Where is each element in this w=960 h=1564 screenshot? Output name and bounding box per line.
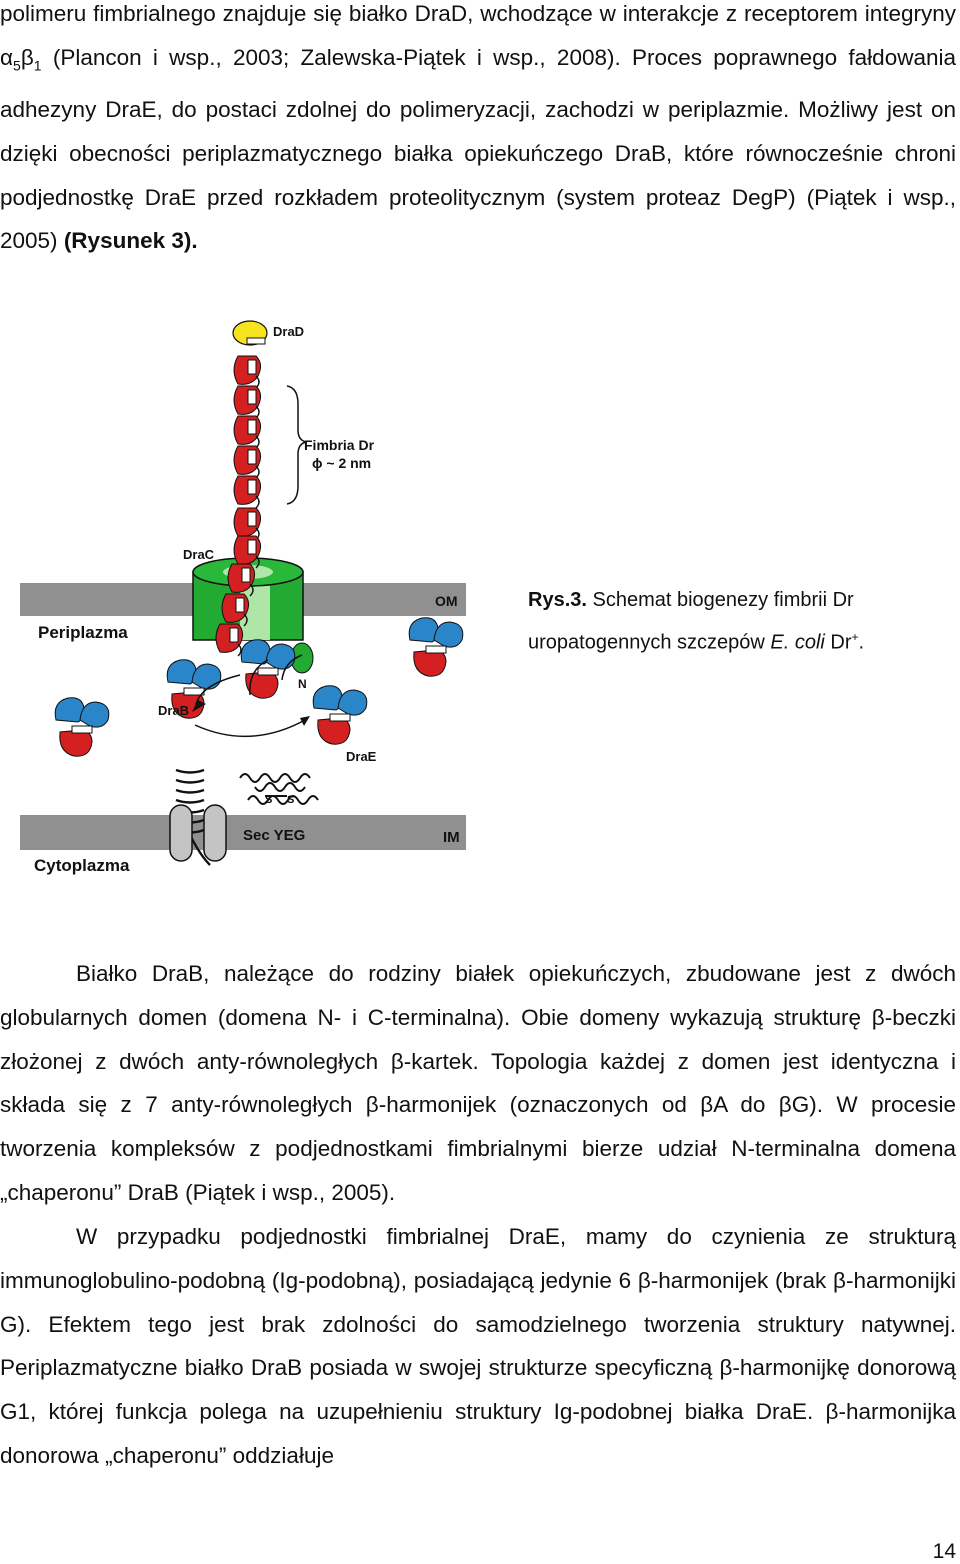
page-number: 14 — [932, 1540, 956, 1563]
drae-subunit — [234, 386, 261, 418]
label-drae: DraE — [346, 749, 377, 764]
drab-drae-complex — [409, 618, 463, 677]
figure-caption: Rys.3. Schemat biogenezy fimbrii Dr uropatogennych szczepów E. coli Dr+. — [528, 589, 865, 654]
arrow-folding — [195, 720, 305, 736]
paragraph-3: W przypadku podjednostki fimbrialnej DraE, mamy do czynienia ze strukturą immunoglobulino-podobną (Ig-podobną), posiadającą jedynie 6 β-harmonijek (brak β-harmonijki G). Efektem tego jest brak zdolności do samodzielnego tworzenia struktury natywnej. Periplazmatyczne białko DraB posiada w swojej strukturze specyficzną β-harmonijkę donorową G1, której funkcja polega na uzupełnieniu struktury Ig-podobnej białka DraE. β-harmonijka donorowa „chaperonu” oddziałuje — [0, 1224, 956, 1468]
drae-subunit — [234, 356, 261, 388]
paragraph-1: polimeru fimbrialnego znajduje się białko DraD, wchodzące w interakcje z receptorem integryny $\alpha_5\beta_1$ (Plancon i wsp., 2003; Zalewska-Piątek i wsp., 2008). Proces poprawnego fałdowania adhezyny DraE, do postaci zdolnej do polimeryzacji, zachodzi w periplazmie. Możliwy jest on dzięki obecności periplazmatycznego białka opiekuńczego DraB, które równocześnie chroni podjednostkę DraE przed rozkładem proteolitycznym (system proteaz DegP) (Piątek i wsp., 2005) (Rysunek 3). — [0, 1, 956, 254]
figure-reference: (Rysunek 3) — [63, 228, 192, 254]
label-om: OM — [435, 593, 458, 609]
label-cytoplazma: Cytoplazma — [34, 856, 130, 875]
label-n: N — [298, 677, 307, 691]
drae-subunit — [234, 446, 261, 478]
drae-subunit — [234, 508, 261, 540]
drae-subunit — [234, 416, 261, 448]
label-drad: DraD — [273, 324, 305, 339]
drab-drae-complex — [55, 698, 109, 757]
label-periplazma: Periplazma — [38, 623, 128, 642]
drae-subunit — [234, 476, 261, 508]
unfolded-drae — [240, 774, 318, 804]
paragraph-2: Białko DraB, należące do rodziny białek opiekuńczych, zbudowane jest z dwóch globularnych domen (domena N- i C-terminalna). Obie domeny wykazują strukturę β-beczki złożonej z dwóch anty-równoległych β-kartek. Topologia każdej z domen jest identyczna i składa się z 7 anty-równoległych β-harmonijek (oznaczonych od βA do βG). W procesie tworzenia kompleksów z podjednostkami fimbrialnymi bierze udział N-terminalna domena „chaperonu” DraB (Piątek i wsp., 2005). — [0, 961, 956, 1205]
label-s2: S — [287, 794, 295, 806]
drab-drae-complex — [313, 686, 367, 745]
label-phi: ϕ ~ 2 nm — [312, 455, 372, 471]
drae-subunit — [216, 624, 243, 656]
label-drab: DraB — [158, 703, 190, 718]
label-s1: S — [265, 794, 273, 806]
label-im: IM — [443, 829, 460, 846]
label-fimbria: Fimbria Dr — [304, 437, 375, 453]
label-drac: DraC — [183, 547, 215, 562]
label-secyeg: Sec YEG — [243, 827, 306, 844]
